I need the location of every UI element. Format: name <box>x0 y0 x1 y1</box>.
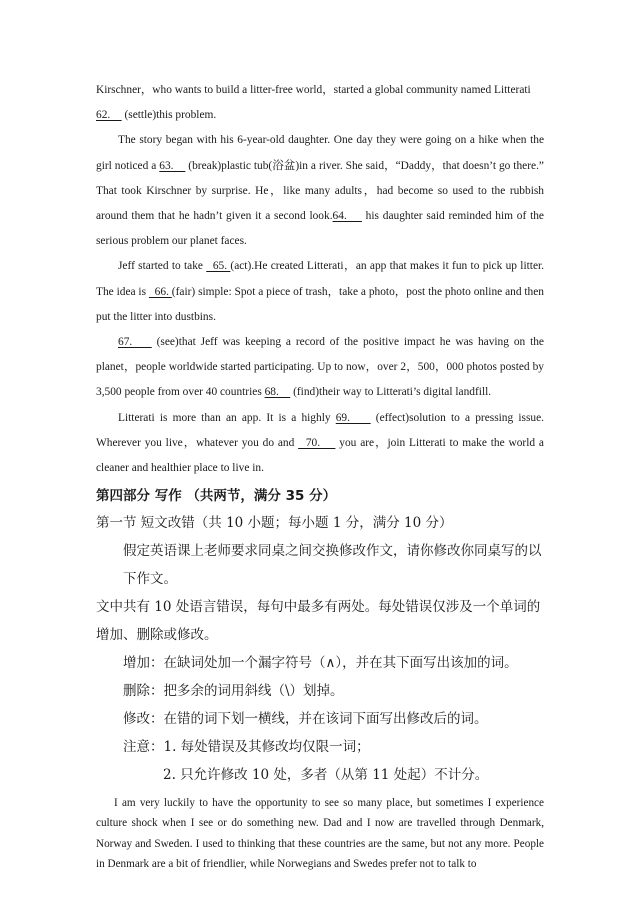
note-1: 注意：1. 每处错误及其修改均仅限一词； <box>123 739 370 756</box>
blank-70[interactable]: 70. <box>298 436 336 449</box>
blank-62[interactable]: 62. <box>96 109 122 122</box>
blank-68[interactable]: 68. <box>264 386 291 399</box>
blank-65[interactable]: 65. <box>206 260 231 273</box>
section-title: 第四部分 写作 （共两节，满分 35 分） <box>96 488 337 505</box>
paragraph-1: Kirschner，who wants to build a litter-free world，started a global community named Litterati 62. (settle)this problem. <box>96 84 531 122</box>
instruction-delete: 删除：把多余的词用斜线（\）划掉。 <box>123 683 344 700</box>
blank-64[interactable]: 64. <box>332 210 362 223</box>
blank-63[interactable]: 63. <box>159 159 186 172</box>
paragraph-3: Jeff started to take 65. (act).He created Litterati，an app that makes it fun to pick up litter. The idea is 66. (fair) simple: Spot a piece of trash，take a photo，post the photo online and then put the litter into dustbins. <box>96 260 545 323</box>
section-four <box>96 483 544 789</box>
essay <box>96 793 544 874</box>
essay-text: I am very luckily to have the opportunity to see so many place, but sometimes I experience culture shock when I see or do something new. Dad and I now are travelled through Denmark, Norway and Sweden. I used to thinking that these countries are the same, but not any more. People in Denmark are a bit of friendlier, while Norwegians and Swedes prefer not to talk to <box>96 797 544 870</box>
paragraph-4: 67. (see)that Jeff was keeping a record of the positive impact he was having on the planet，people worldwide started participating. Up to now，over 2，500，000 photos posted by 3,500 people from over 40 countries 68. (find)their way to Litterati’s digital landfill. <box>96 336 544 399</box>
passage <box>96 78 544 481</box>
instruction-intro: 假定英语课上老师要求同桌之间交换修改作文，请你修改你同桌写的以下作文。 <box>123 543 542 588</box>
paragraph-2: The story began with his 6-year-old daughter. One day they were going on a hike when the girl noticed a 63. (break)plastic tub(浴盆)in a river. She said，“Daddy，that doesn’t go there.” That took Kirschner by surprise. He，like many adults，had become so used to the rubbish around them that he hadn’t given it a second look.64. his daughter said reminded him of the serious problem our planet faces. <box>96 134 544 248</box>
instruction-modify: 修改：在错的词下划一横线，并在该词下面写出修改后的词。 <box>123 711 488 728</box>
blank-67[interactable]: 67. <box>118 336 152 349</box>
paragraph-5: Litterati is more than an app. It is a highly 69. (effect)solution to a pressing issue. Wherever you live，whatever you do and 70. you are，join Litterati to make the world a cleaner and healthier place to live in. <box>96 411 544 475</box>
note-2: 2. 只允许修改 10 处，多者（从第 11 处起）不计分。 <box>163 767 489 784</box>
instruction-add: 增加：在缺词处加一个漏字符号（∧），并在其下面写出该加的词。 <box>123 655 518 672</box>
instruction-errors: 文中共有 10 处语言错误，每句中最多有两处。每处错误仅涉及一个单词的增加、删除或修改。 <box>96 599 541 644</box>
blank-69[interactable]: 69. <box>335 411 371 424</box>
section-subtitle: 第一节 短文改错（共 10 小题；每小题 1 分，满分 10 分） <box>96 515 453 532</box>
blank-66[interactable]: 66. <box>148 285 172 298</box>
